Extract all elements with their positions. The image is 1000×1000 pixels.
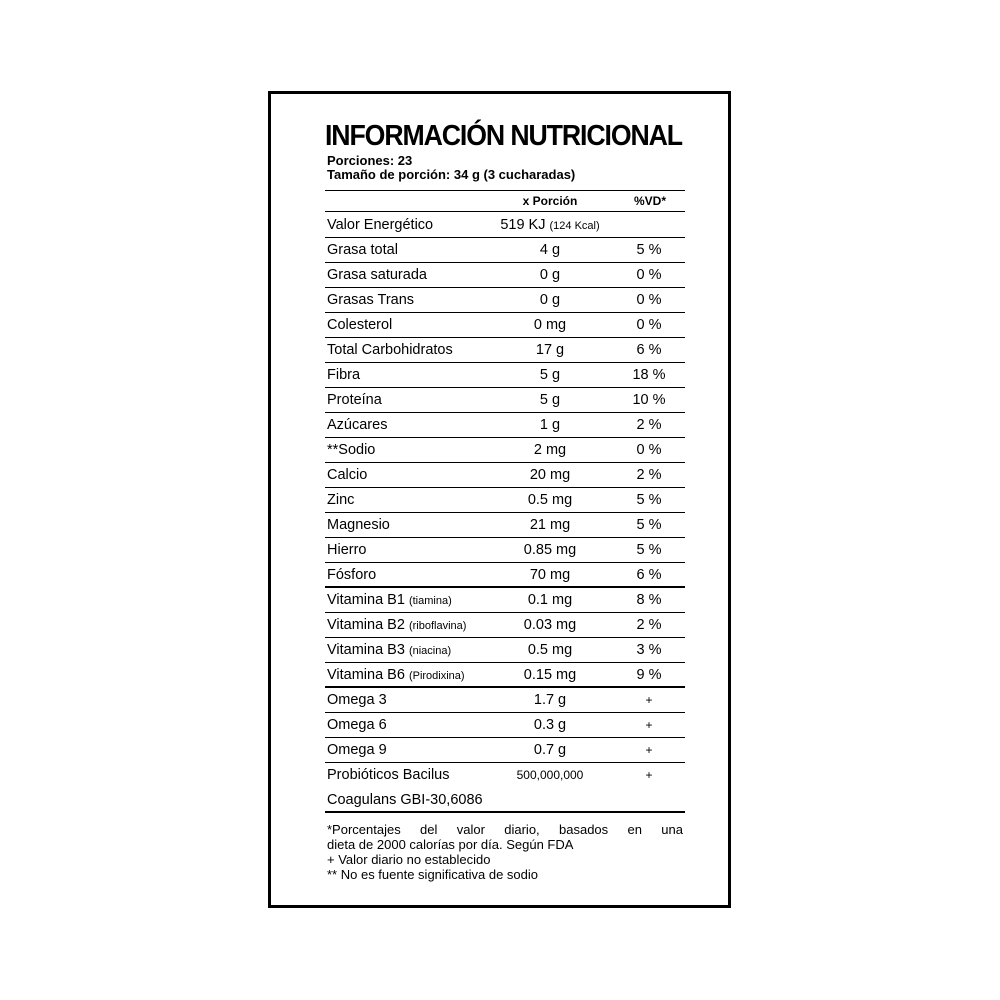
nutrient-name-text: Grasa total <box>327 242 398 258</box>
nutrient-quantity <box>495 588 605 613</box>
nutrient-quantity <box>495 688 605 713</box>
nutrient-name <box>327 688 387 713</box>
nutrient-name <box>327 763 450 788</box>
nutrient-quantity <box>495 488 605 513</box>
table-row <box>325 613 685 638</box>
nutrient-daily-value: 2 % <box>636 417 662 433</box>
nutrient-daily-value: 0 % <box>636 317 662 333</box>
nutrient-daily-value: + <box>645 743 653 757</box>
nutrient-name-text: Vitamina B3 <box>327 642 405 658</box>
nutrient-name-text: Coagulans GBI-30,6086 <box>327 792 483 808</box>
nutrient-name-text: Magnesio <box>327 517 390 533</box>
nutrient-quantity-text: 500,000,000 <box>516 768 584 782</box>
nutrient-quantity <box>495 513 605 538</box>
footnote-dv-basis: *Porcentajes del valor diario, basados en una <box>327 822 683 837</box>
table-row <box>325 538 685 563</box>
nutrient-quantity-text: 1.7 g <box>533 692 567 708</box>
nutrient-quantity-text: 0.5 mg <box>527 492 573 508</box>
nutrient-name-text: Valor Energético <box>327 217 434 233</box>
nutrient-quantity-text: 0.15 mg <box>523 667 577 683</box>
nutrient-quantity-text: 2 mg <box>533 442 567 458</box>
nutrient-name-text: Fósforo <box>327 567 377 583</box>
nutrient-name-text: Grasa saturada <box>327 267 427 283</box>
nutrient-quantity-text: 0.1 mg <box>527 592 573 608</box>
nutrient-quantity-text: 4 g <box>539 242 561 258</box>
table-row <box>325 688 685 713</box>
nutrient-name-text: Probióticos Bacilus <box>327 767 450 783</box>
nutrient-quantity <box>495 638 605 663</box>
nutrient-name-text: Vitamina B6 <box>327 667 405 683</box>
nutrient-name-text: **Sodio <box>327 442 376 458</box>
nutrient-name <box>327 738 387 763</box>
nutrient-name-text: Omega 9 <box>327 742 387 758</box>
footnote-sodium: ** No es fuente significativa de sodio <box>327 867 539 882</box>
nutrient-quantity <box>495 738 605 763</box>
nutrient-quantity <box>495 613 605 638</box>
header-daily-value: %VD* <box>633 194 666 208</box>
nutrient-name <box>327 388 382 413</box>
nutrient-quantity-text: 0.5 mg <box>527 642 573 658</box>
nutrient-daily-value: 9 % <box>636 667 662 683</box>
table-row <box>325 488 685 513</box>
nutrient-daily-value: 5 % <box>636 492 662 508</box>
servings-count: Porciones: 23 <box>327 153 413 168</box>
nutrient-daily-value: + <box>645 768 653 782</box>
nutrient-daily-value: 6 % <box>636 567 662 583</box>
nutrient-name <box>327 788 483 813</box>
nutrient-name <box>327 313 392 338</box>
nutrient-name-text: Azúcares <box>327 417 388 433</box>
nutrient-daily-value: 2 % <box>636 467 662 483</box>
nutrient-quantity-text: 0 mg <box>533 317 567 333</box>
nutrient-daily-value: 6 % <box>636 342 662 358</box>
nutrient-name-text: Vitamina B2 <box>327 617 405 633</box>
nutrient-name <box>327 713 387 738</box>
label-title: INFORMACIÓN NUTRICIONAL <box>325 120 682 152</box>
nutrient-name-text: Fibra <box>327 367 361 383</box>
table-row <box>325 563 685 588</box>
table-row <box>325 588 685 613</box>
nutrient-name <box>327 263 427 288</box>
nutrient-name <box>327 588 452 614</box>
nutrient-name <box>327 338 453 363</box>
nutrient-name <box>327 613 466 639</box>
header-bottom-divider <box>325 211 685 212</box>
nutrient-quantity-text: 17 g <box>535 342 565 358</box>
nutrient-quantity <box>495 763 605 788</box>
nutrient-daily-value: 2 % <box>636 617 662 633</box>
table-row <box>325 788 685 813</box>
table-row <box>325 713 685 738</box>
nutrient-daily-value: 5 % <box>636 242 662 258</box>
table-row <box>325 738 685 763</box>
nutrient-quantity-text: 70 mg <box>529 567 571 583</box>
nutrient-daily-value: 0 % <box>636 442 662 458</box>
table-row <box>325 213 685 238</box>
serving-size: Tamaño de porción: 34 g (3 cucharadas) <box>327 167 576 182</box>
nutrient-name <box>327 663 465 689</box>
nutrient-daily-value: 8 % <box>636 592 662 608</box>
nutrient-name-text: Total Carbohidratos <box>327 342 453 358</box>
nutrient-name <box>327 288 414 313</box>
nutrient-name-text: Proteína <box>327 392 382 408</box>
nutrient-quantity <box>495 213 605 239</box>
nutrient-daily-value: 0 % <box>636 267 662 283</box>
nutrient-name <box>327 413 387 438</box>
header-quantity: x Porción <box>522 194 578 208</box>
nutrient-quantity-text: 5 g <box>539 367 561 383</box>
nutrient-name-detail: (tiamina) <box>408 595 452 607</box>
nutrient-name-text: Grasas Trans <box>327 292 415 308</box>
nutrient-name-text: Vitamina B1 <box>327 592 405 608</box>
table-row <box>325 338 685 363</box>
nutrient-quantity-text: 0.7 g <box>533 742 567 758</box>
nutrient-quantity <box>495 388 605 413</box>
header-top-divider <box>325 190 685 191</box>
nutrient-daily-value: 0 % <box>636 292 662 308</box>
nutrient-name-text: Hierro <box>327 542 367 558</box>
table-row <box>325 663 685 688</box>
nutrient-quantity-text: 519 KJ <box>500 217 546 233</box>
nutrient-quantity-text: 5 g <box>539 392 561 408</box>
nutrient-quantity <box>495 463 605 488</box>
nutrient-name-text: Omega 6 <box>327 717 387 733</box>
nutrient-quantity <box>495 263 605 288</box>
table-row <box>325 388 685 413</box>
nutrient-daily-value: 10 % <box>632 392 666 408</box>
nutrient-quantity <box>495 713 605 738</box>
nutrient-quantity <box>495 363 605 388</box>
nutrition-label <box>268 91 731 908</box>
nutrient-quantity <box>495 438 605 463</box>
nutrient-quantity <box>495 288 605 313</box>
footnote-dv-basis-cont: dieta de 2000 calorías por día. Según FDA <box>327 837 574 852</box>
nutrient-name <box>327 213 433 238</box>
table-row <box>325 288 685 313</box>
nutrient-daily-value: 18 % <box>632 367 666 383</box>
nutrient-quantity <box>495 538 605 563</box>
nutrient-daily-value: 3 % <box>636 642 662 658</box>
nutrient-daily-value: + <box>645 718 653 732</box>
nutrient-daily-value: 5 % <box>636 542 662 558</box>
nutrient-name-text: Calcio <box>327 467 368 483</box>
nutrient-quantity-text: 0.3 g <box>533 717 567 733</box>
nutrient-table <box>325 213 685 813</box>
nutrient-name <box>327 488 354 513</box>
table-row <box>325 638 685 663</box>
nutrient-name-detail: (riboflavina) <box>408 620 467 632</box>
table-row <box>325 263 685 288</box>
nutrient-name-detail: (Pirodixina) <box>408 670 465 682</box>
nutrient-quantity <box>495 238 605 263</box>
nutrient-quantity-text: 20 mg <box>529 467 571 483</box>
nutrient-daily-value: 5 % <box>636 517 662 533</box>
nutrient-quantity <box>495 338 605 363</box>
nutrient-name <box>327 563 376 588</box>
nutrient-name <box>327 363 360 388</box>
footnote-no-dv: + Valor diario no establecido <box>327 852 491 867</box>
table-row <box>325 513 685 538</box>
nutrient-quantity-text: 0.03 mg <box>523 617 577 633</box>
nutrient-quantity <box>495 413 605 438</box>
table-row <box>325 463 685 488</box>
nutrient-daily-value: + <box>645 693 653 707</box>
table-row <box>325 438 685 463</box>
table-row <box>325 413 685 438</box>
table-row <box>325 363 685 388</box>
nutrient-name <box>327 538 366 563</box>
nutrient-quantity-detail: (124 Kcal) <box>549 220 600 232</box>
nutrient-name-detail: (niacina) <box>408 645 452 657</box>
nutrient-name-text: Colesterol <box>327 317 393 333</box>
nutrient-name-text: Omega 3 <box>327 692 387 708</box>
nutrient-quantity-text: 0.85 mg <box>523 542 577 558</box>
nutrient-name <box>327 513 390 538</box>
nutrient-name <box>327 463 367 488</box>
nutrient-quantity-text: 0 g <box>539 292 561 308</box>
nutrient-name-text: Zinc <box>327 492 355 508</box>
nutrient-quantity-text: 0 g <box>539 267 561 283</box>
nutrient-quantity <box>495 313 605 338</box>
table-row <box>325 238 685 263</box>
nutrient-quantity-text: 1 g <box>539 417 561 433</box>
nutrient-quantity-text: 21 mg <box>529 517 571 533</box>
nutrient-quantity <box>495 663 605 688</box>
table-row <box>325 313 685 338</box>
nutrient-name <box>327 438 375 463</box>
nutrient-name <box>327 238 398 263</box>
footer-divider <box>325 811 685 813</box>
nutrient-name <box>327 638 451 664</box>
nutrient-quantity <box>495 563 605 588</box>
table-row <box>325 763 685 788</box>
